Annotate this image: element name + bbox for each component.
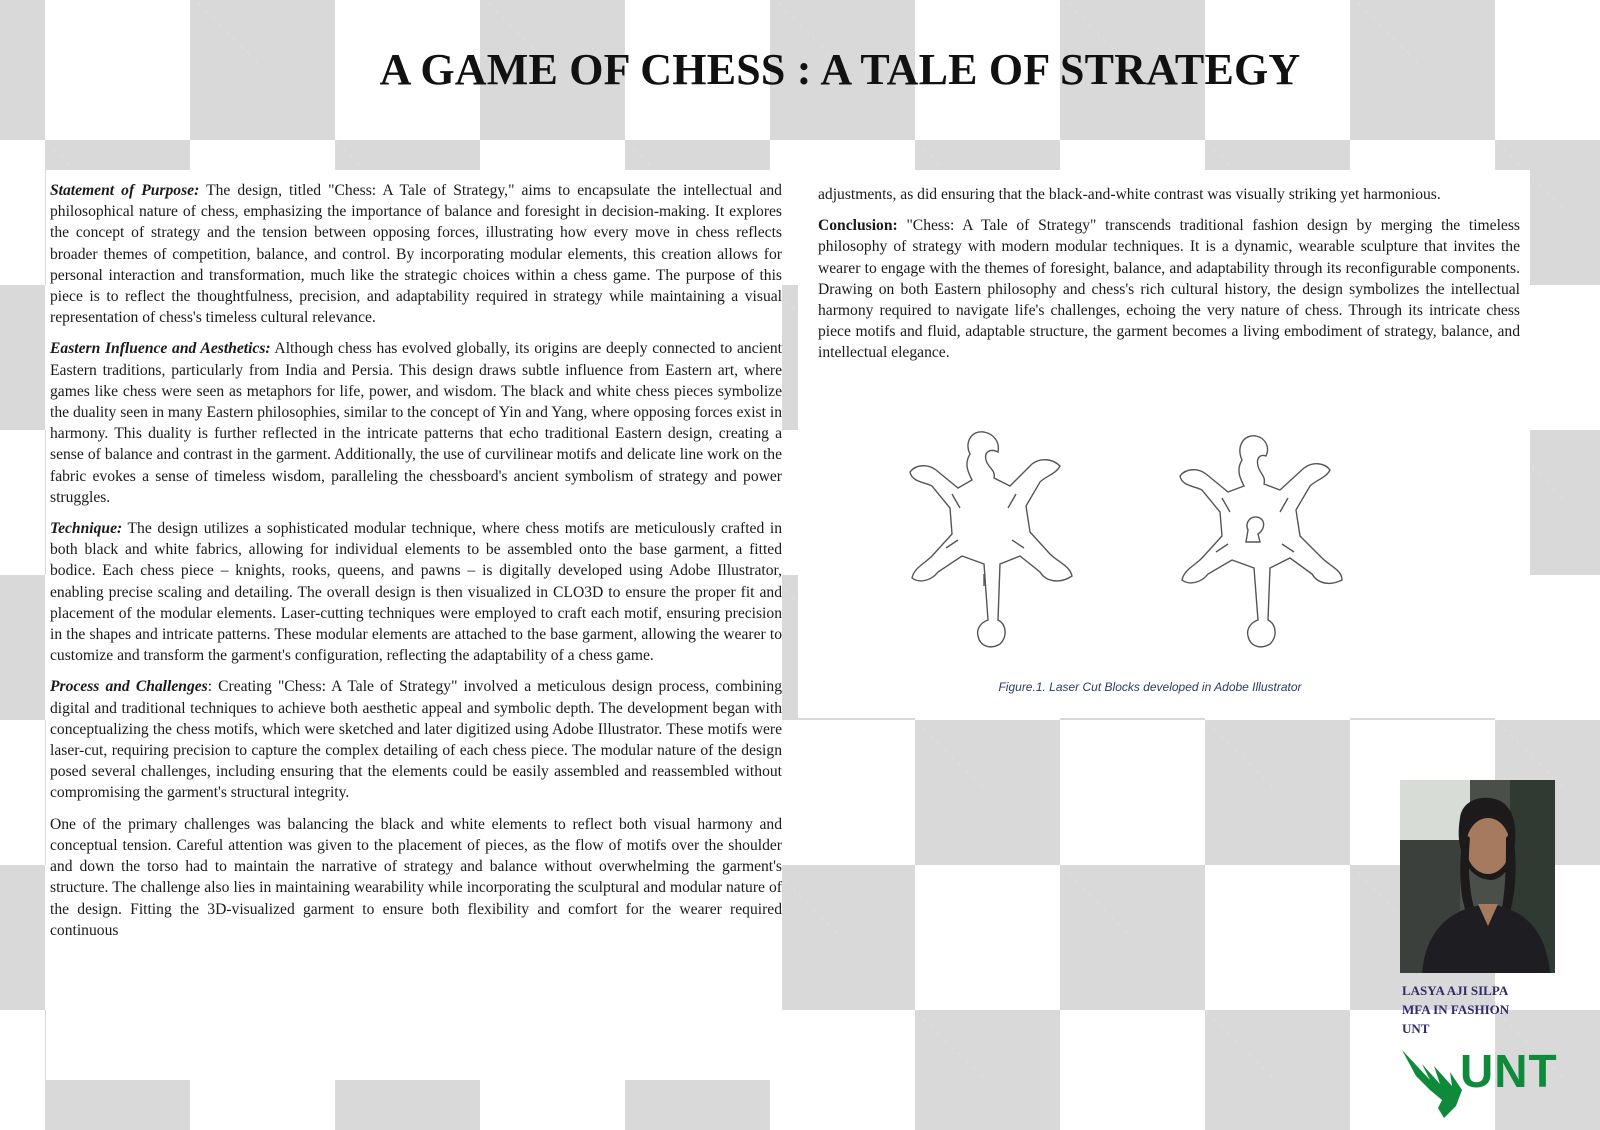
laser-cut-blocks-figure xyxy=(860,424,1380,664)
eastern-text: Although chess has evolved globally, its origins are deeply connected to ancient Eastern traditions, particularly from India and Persia. This design draws subtle influence from Eastern art, where games like chess were seen as metaphors for life, power, and wisdom. The black and white chess pieces symbolize the duality seen in many Eastern philosophies, similar to the concept of Yin and Yang, where opposing forces exist in harmony. This duality is further reflected in the intricate patterns that echo traditional Eastern design, creating a sense of balance and contrast in the garment. Additionally, the use of curvilinear motifs and delicate line work on the fabric evokes a sense of timeless wisdom, paralleling the chessboard's ancient symbolism of strategy and power struggles. xyxy=(50,340,782,506)
purpose-text: The design, titled "Chess: A Tale of Strategy," aims to encapsulate the intellectual and philosophical nature of chess, emphasizing the importance of balance and foresight in decision-making. It explores the concept of strategy and the tension between opposing forces, illustrating how every move in chess reflects broader themes of competition, balance, and control. By incorporating modular elements, this creation allows for personal interaction and transformation, much like the strategic choices within a chess game. The purpose of this piece is to reflect the thoughtfulness, precision, and adaptability required in strategy while maintaining a visual representation of chess's timeless cultural relevance. xyxy=(50,182,782,327)
technique-text: The design utilizes a sophisticated modular technique, where chess motifs are meticulously crafted in both black and white fabrics, allowing for individual elements to be assembled onto the base garment, a fitted bodice. Each chess piece – knights, rooks, queens, and pawns – is digitally developed using Adobe Illustrator, enabling precise scaling and detailing. The overall design is then visualized in CLO3D to ensure the proper fit and placement of the modular elements. Laser-cutting techniques were employed to craft each motif, ensuring precision in the shapes and intricate patterns. These modular elements are attached to the base garment, allowing the wearer to customize and transform the garment's configuration, reflecting the adaptability of a chess game. xyxy=(50,520,782,665)
process-heading: Process and Challenges xyxy=(50,678,208,696)
continued-paragraph: adjustments, as did ensuring that the black-and-white contrast was visually striking yet harmonious. xyxy=(818,186,1441,203)
conclusion-paragraph xyxy=(818,215,1520,363)
conclusion-heading: Conclusion: xyxy=(818,217,898,235)
author-block xyxy=(1402,981,1600,1038)
technique-heading: Technique: xyxy=(50,520,123,538)
author-photo xyxy=(1400,780,1555,973)
author-program: MFA IN FASHION xyxy=(1402,1002,1510,1017)
author-school: UNT xyxy=(1402,1021,1430,1036)
purpose-paragraph xyxy=(50,180,782,328)
laser-cut-block-right xyxy=(1180,436,1342,647)
conclusion-text: "Chess: A Tale of Strategy" transcends traditional fashion design by merging the timeless philosophy of strategy with modern modular techniques. It is a dynamic, wearable sculpture that invites the wearer to engage with the themes of foresight, balance, and adaptability through its reconfigurable components. Drawing on both Eastern philosophy and chess's rich cultural history, the design symbolizes the intellectual harmony required to navigate life's challenges, echoing the very nature of chess. Through its intricate chess piece motifs and fluid, adaptable structure, the garment becomes a living embodiment of strategy, balance, and intellectual elegance. xyxy=(818,217,1520,362)
poster-title: A GAME OF CHESS : A TALE OF STRATEGY xyxy=(379,45,1301,94)
laser-cut-block-left xyxy=(910,432,1072,647)
figure-caption: Figure.1. Laser Cut Blocks developed in Adobe Illustrator xyxy=(998,680,1302,694)
logo-text: UNT xyxy=(1460,1045,1558,1097)
technique-paragraph xyxy=(50,518,782,666)
left-column xyxy=(50,180,782,951)
process-text: : Creating "Chess: A Tale of Strategy" involved a meticulous design process, combining digital and traditional techniques to achieve both aesthetic appeal and symbolic depth. The development began with conceptualizing the chess motifs, which were sketched and later digitized using Adobe Illustrator. These motifs were laser-cut, requiring precision to capture the complex detailing of each chess piece. The modular nature of the design posed several challenges, including ensuring that the elements could be easily assembled and reassembled without compromising the garment's structural integrity. xyxy=(50,678,782,802)
right-column xyxy=(818,184,1520,374)
eastern-heading: Eastern Influence and Aesthetics: xyxy=(50,340,271,358)
unt-logo xyxy=(1400,1046,1572,1120)
author-name: LASYA AJI SILPA xyxy=(1402,983,1509,998)
eastern-paragraph xyxy=(50,338,782,508)
purpose-heading: Statement of Purpose: xyxy=(50,182,200,199)
challenges-paragraph: One of the primary challenges was balancing the black and white elements to reflect both visual harmony and conceptual tension. Careful attention was given to the placement of pieces, as the flow of motifs over the shoulder and down the torso had to maintain the narrative of strategy and balance without overwhelming the garment's structure. The challenge also lies in maintaining wearability while incorporating the sculptural and modular nature of the design. Fitting the 3D-visualized garment to ensure both flexibility and comfort for the wearer required continuous xyxy=(50,815,782,939)
process-paragraph xyxy=(50,676,782,803)
